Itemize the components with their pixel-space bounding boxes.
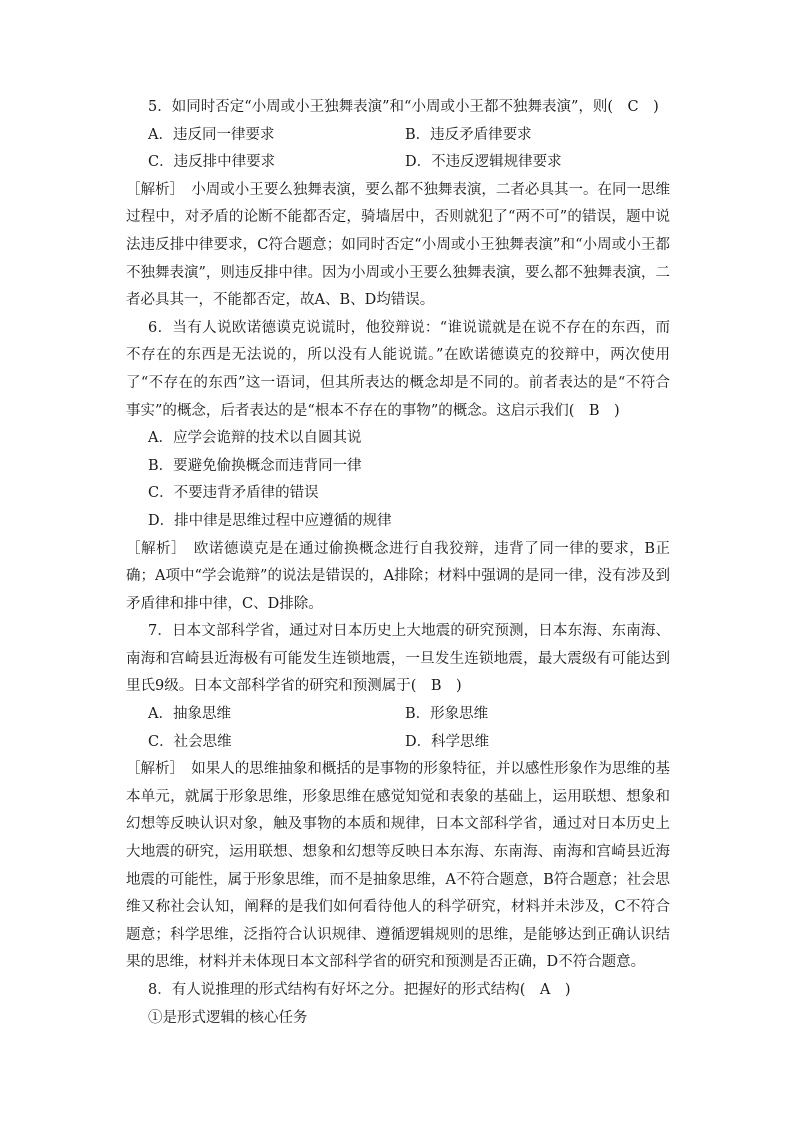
question-6-stem: 6．当有人说欧诺德谟克说谎时，他狡辩说：“谁说谎就是在说不存在的东西，而不存在的东西是无法说的，所以没有人能说谎。”在欧诺德谟克的狡辩中，两次使用了“不存在的东西”这一语词，但其所表达的概念却是不同的。前者表达的是“不符合事实”的概念，后者表达的是“根本不存在的事物”的概念。这启示我们( B ) <box>126 319 670 419</box>
question-6 <box>126 315 670 619</box>
question-6-option-d: D．排中律是思维过程中应遵循的规律 <box>148 512 392 529</box>
question-5-option-c: C．违反排中律要求 <box>148 154 276 171</box>
question-5-options-row-2 <box>148 149 670 177</box>
question-5-analysis: ［解析］ 小周或小王要么独舞表演，要么都不独舞表演，二者必具其一。在同一思维过程中，对矛盾的论断不能都否定，骑墙居中，否则就犯了“两不可”的错误，题中说法违反排中律要求，C符合题意；如同时否定“小周或小王独舞表演”和“小周或小王都不独舞表演”，则违反排中律。因为小周或小王要么独舞表演，要么都不独舞表演，二者必具其一，不能都否定，故A、B、D均错误。 <box>126 181 670 309</box>
question-7 <box>126 618 670 977</box>
question-5 <box>126 94 670 315</box>
question-8-stem: 8．有人说推理的形式结构有好坏之分。把握好的形式结构( A ) <box>148 982 571 998</box>
question-7-analysis: ［解析］ 如果人的思维抽象和概括的是事物的形象特征，并以感性形象作为思维的基本单元，就属于形象思维，形象思维在感觉知觉和表象的基础上，运用联想、想象和幻想等反映认识对象，触及事物的本质和规律，日本文部科学省，通过对日本历史上大地震的研究，运用联想、想象和幻想等反映日本东海、东南海、南海和宫崎县近海地震的可能性，属于形象思维，而不是抽象思维，A不符合题意，B符合题意；社会思维又称社会认知，阐释的是我们如何看待他人的科学研究，材料并未涉及，C不符合题意；科学思维，泛指符合认识规律、遵循逻辑规则的思维，是能够达到正确认识结果的思维，材料并未体现日本文部科学省的研究和预测是否正确，D不符合题意。 <box>126 761 670 971</box>
question-7-option-b: B．形象思维 <box>405 706 489 723</box>
question-5-option-b: B．违反矛盾律要求 <box>405 126 532 143</box>
question-7-options-row-2 <box>148 729 670 757</box>
question-5-option-d: D．不违反逻辑规律要求 <box>405 154 562 171</box>
question-5-option-a: A．违反同一律要求 <box>148 126 275 143</box>
question-7-options-row-1 <box>148 701 670 729</box>
question-6-option-b: B．要避免偷换概念而违背同一律 <box>148 457 362 474</box>
question-7-stem: 7．日本文部科学省，通过对日本历史上大地震的研究预测，日本东海、东南海、南海和宫崎县近海极有可能发生连锁地震，一旦发生连锁地震，最大震级有可能达到里氏9级。日本文部科学省的研究和预测属于( B ) <box>126 623 670 695</box>
question-6-option-a: A．应学会诡辩的技术以自圆其说 <box>148 430 362 447</box>
page-content <box>126 94 670 1032</box>
question-5-options-row-1 <box>148 122 670 150</box>
question-6-option-c: C．不要违背矛盾律的错误 <box>148 485 319 502</box>
question-7-option-d: D．科学思维 <box>405 733 490 750</box>
question-6-analysis: ［解析］ 欧诺德谟克是在通过偷换概念进行自我狡辩，违背了同一律的要求，B正确；A项中“学会诡辩”的说法是错误的，A排除；材料中强调的是同一律，没有涉及到矛盾律和排中律，C、D排除。 <box>126 540 670 612</box>
question-7-option-c: C．社会思维 <box>148 733 232 750</box>
question-8 <box>148 977 670 1032</box>
question-7-option-a: A．抽象思维 <box>148 706 231 723</box>
question-5-stem: 5．如同时否定“小周或小王独舞表演”和“小周或小王都不独舞表演”，则( C ) <box>148 99 659 115</box>
question-8-option-1: ①是形式逻辑的核心任务 <box>148 1009 308 1026</box>
